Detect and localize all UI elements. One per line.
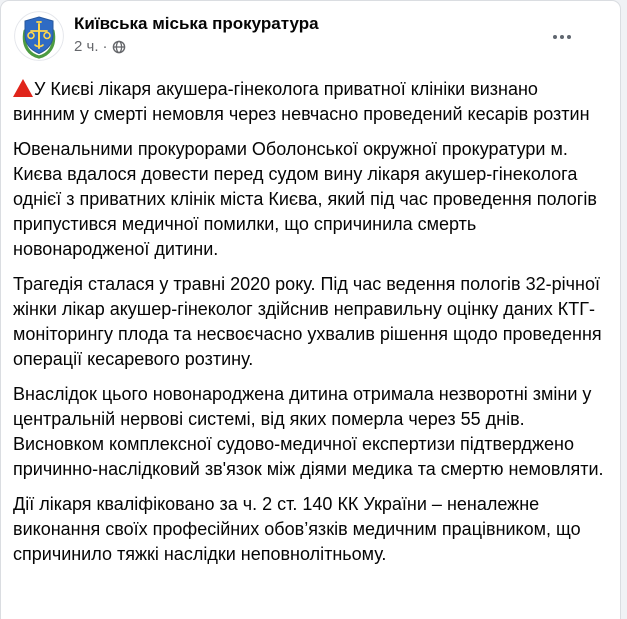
ellipsis-icon — [560, 35, 564, 39]
post-header — [1, 1, 620, 61]
post-paragraph: Дії лікаря кваліфіковано за ч. 2 ст. 140 КК України – неналежне виконання своїх професійних обов’язків медичним працівником, що спричинило тяжкі наслідки неповнолітньому. — [13, 494, 581, 564]
post-paragraph: Трагедія сталася у травні 2020 року. Під час ведення пологів 32-річної жінки лікар акушер-гінеколог здійснив неправильну оцінку даних КТГ-моніторингу плода та несвоєчасно ухвалив рішення щодо проведення операції кесаревого розтину. — [13, 274, 602, 369]
page-name-link[interactable]: Київська міська прокуратура — [74, 14, 319, 33]
post-paragraph: Ювенальними прокурорами Оболонської окружної прокуратури м. Києва вдалося довести перед судом вину лікаря акушер-гінеколога однієї з приватних клінік міста Києва, який під час проведення пологів припустився медичної помилки, що спричинила смерть новонародженої дитини. — [13, 139, 597, 259]
ellipsis-icon — [553, 35, 557, 39]
ellipsis-icon — [567, 35, 571, 39]
timestamp-link[interactable]: 2 ч. — [74, 38, 99, 55]
post-body — [1, 77, 620, 567]
post-paragraph — [13, 77, 604, 127]
more-options-button[interactable] — [544, 19, 580, 55]
meta-separator: · — [102, 38, 108, 55]
header-text-block — [74, 11, 544, 56]
red-triangle-emoji — [13, 79, 33, 97]
globe-icon — [112, 40, 126, 54]
post-paragraph-text: У Києві лікаря акушера-гінеколога приватної клініки визнано винним у смерті немовля через невчасно проведений кесарів розтин — [13, 79, 590, 124]
kyiv-prosecutor-emblem-avatar[interactable] — [14, 11, 64, 61]
post-paragraph: Внаслідок цього новонароджена дитина отримала незворотні зміни у центральній нервові системі, від яких померла через 55 днів. Висновком комплексної судово-медичної експертизи підтверджено причинно-наслідковий зв'язок між діями медика та смертю немовляти. — [13, 384, 604, 479]
post-meta — [74, 37, 544, 56]
